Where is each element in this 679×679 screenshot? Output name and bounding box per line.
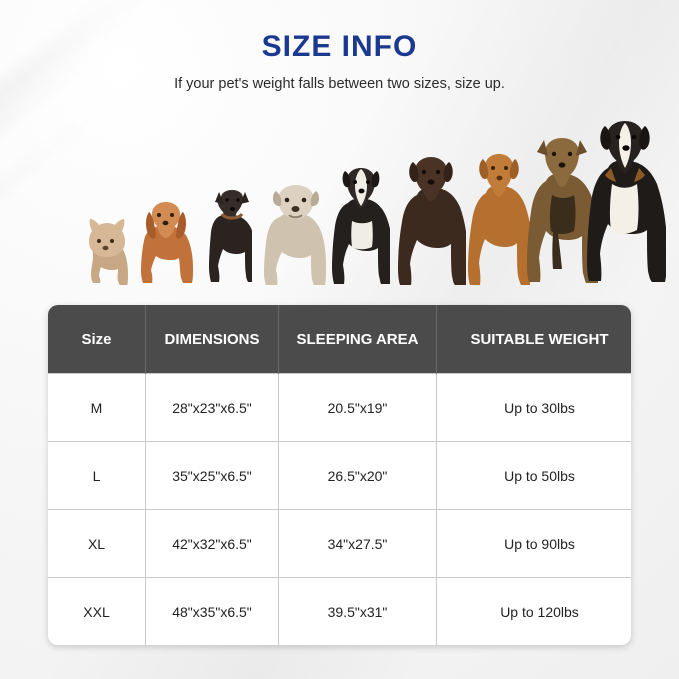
dog-bernese-mountain-dog bbox=[582, 120, 666, 285]
english-bulldog-icon bbox=[256, 185, 328, 285]
dog-labrador-retriever bbox=[392, 157, 466, 285]
size-table-head bbox=[48, 305, 631, 374]
dog-french-bulldog bbox=[82, 217, 132, 285]
size-table bbox=[48, 305, 631, 645]
column-header-dimensions: DIMENSIONS bbox=[146, 305, 279, 374]
column-header-size: Size bbox=[48, 305, 146, 374]
cell-weight: Up to 30lbs bbox=[437, 374, 632, 442]
dog-vizsla bbox=[464, 153, 530, 285]
column-header-suitable-weight: SUITABLE WEIGHT bbox=[437, 305, 632, 374]
cell-dimensions: 28"x23"x6.5" bbox=[146, 374, 279, 442]
table-row bbox=[48, 578, 631, 646]
cell-size: M bbox=[48, 374, 146, 442]
cell-weight: Up to 50lbs bbox=[437, 442, 632, 510]
table-header-row bbox=[48, 305, 631, 374]
cell-dimensions: 48"x35"x6.5" bbox=[146, 578, 279, 646]
cell-dimensions: 35"x25"x6.5" bbox=[146, 442, 279, 510]
cell-size: XXL bbox=[48, 578, 146, 646]
table-row bbox=[48, 374, 631, 442]
cocker-spaniel-icon bbox=[132, 200, 194, 285]
cell-size: L bbox=[48, 442, 146, 510]
cell-sleeping-area: 39.5"x31" bbox=[279, 578, 437, 646]
cell-sleeping-area: 20.5"x19" bbox=[279, 374, 437, 442]
bernese-mountain-dog-icon bbox=[582, 120, 666, 285]
size-table-body bbox=[48, 374, 631, 646]
dog-cocker-spaniel bbox=[132, 200, 194, 285]
cell-weight: Up to 90lbs bbox=[437, 510, 632, 578]
cell-sleeping-area: 34"x27.5" bbox=[279, 510, 437, 578]
cell-dimensions: 42"x32"x6.5" bbox=[146, 510, 279, 578]
cell-sleeping-area: 26.5"x20" bbox=[279, 442, 437, 510]
table-row bbox=[48, 442, 631, 510]
vizsla-icon bbox=[464, 153, 530, 285]
cell-size: XL bbox=[48, 510, 146, 578]
page-title: SIZE INFO bbox=[261, 30, 418, 63]
dog-size-illustration bbox=[60, 110, 625, 285]
miniature-pinscher-icon bbox=[200, 190, 252, 285]
border-collie-icon bbox=[326, 167, 390, 285]
cell-weight: Up to 120lbs bbox=[437, 578, 632, 646]
dog-miniature-pinscher bbox=[200, 190, 252, 285]
page-subtitle: If your pet's weight falls between two sizes, size up. bbox=[174, 76, 505, 92]
size-table-container bbox=[48, 305, 631, 645]
table-row bbox=[48, 510, 631, 578]
dog-border-collie bbox=[326, 167, 390, 285]
dog-english-bulldog bbox=[256, 185, 328, 285]
french-bulldog-icon bbox=[82, 217, 132, 285]
column-header-sleeping-area: SLEEPING AREA bbox=[279, 305, 437, 374]
labrador-retriever-icon bbox=[392, 157, 466, 285]
